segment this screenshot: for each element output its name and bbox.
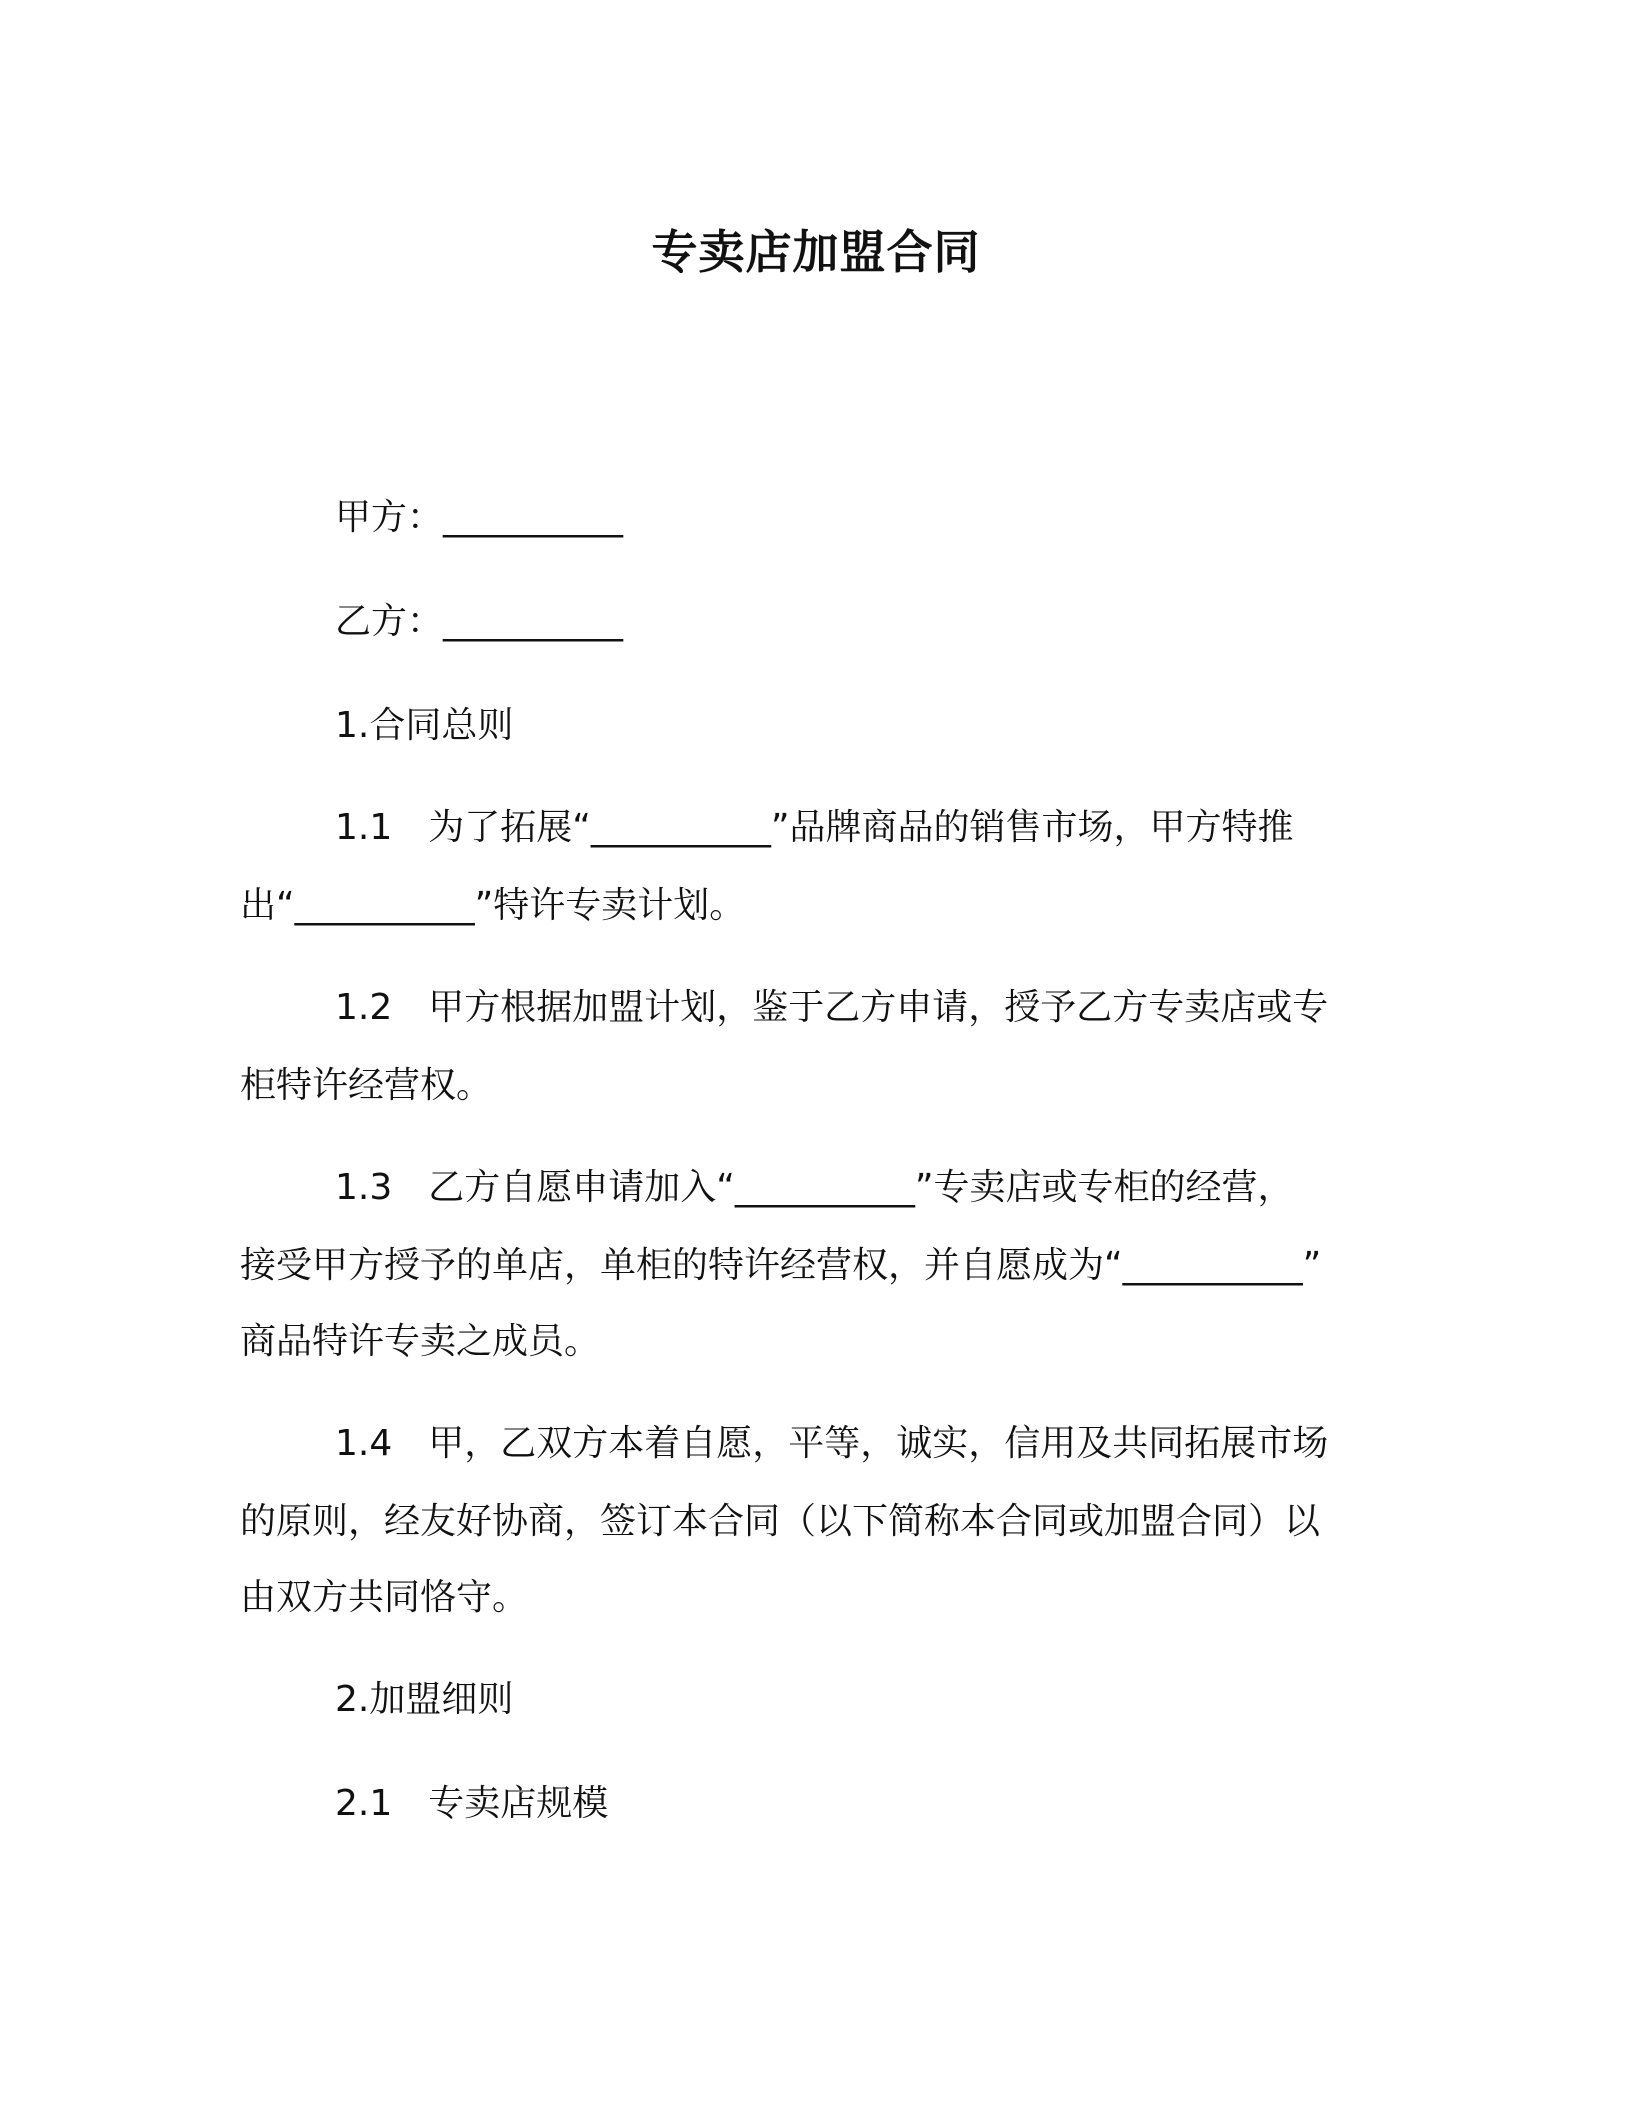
clause-1-2-line-2: 柜特许经营权。: [240, 1065, 493, 1106]
clause-1-1-line-2: 出“__________”特许专卖计划。: [240, 885, 746, 926]
clause-1-3-line-2: 接受甲方授予的单店，单柜的特许经营权，并自愿成为“__________”: [240, 1245, 1322, 1286]
clause-1-3-line-3: 商品特许专卖之成员。: [240, 1321, 601, 1362]
clause-1-1-line-1: 1.1 为了拓展“__________”品牌商品的销售市场，甲方特推: [335, 807, 1294, 848]
party-a-line: 甲方：__________: [335, 497, 624, 538]
section-heading-2: 2.加盟细则: [335, 1679, 514, 1720]
clause-1-4-line-3: 由双方共同恪守。: [240, 1577, 529, 1618]
document-title: 专卖店加盟合同: [651, 225, 981, 279]
party-b-line: 乙方：__________: [335, 601, 624, 642]
clause-1-3-line-1: 1.3 乙方自愿申请加入“__________”专卖店或专柜的经营，: [335, 1167, 1294, 1208]
clause-1-4-line-2: 的原则，经友好协商，签订本合同（以下简称本合同或加盟合同）以: [240, 1501, 1321, 1542]
section-heading-1: 1.合同总则: [335, 705, 514, 746]
clause-2-1-line: 2.1 专卖店规模: [335, 1783, 609, 1824]
clause-1-4-line-1: 1.4 甲，乙双方本着自愿，平等，诚实，信用及共同拓展市场: [335, 1423, 1329, 1464]
clause-1-2-line-1: 1.2 甲方根据加盟计划，鉴于乙方申请，授予乙方专卖店或专: [335, 987, 1329, 1028]
